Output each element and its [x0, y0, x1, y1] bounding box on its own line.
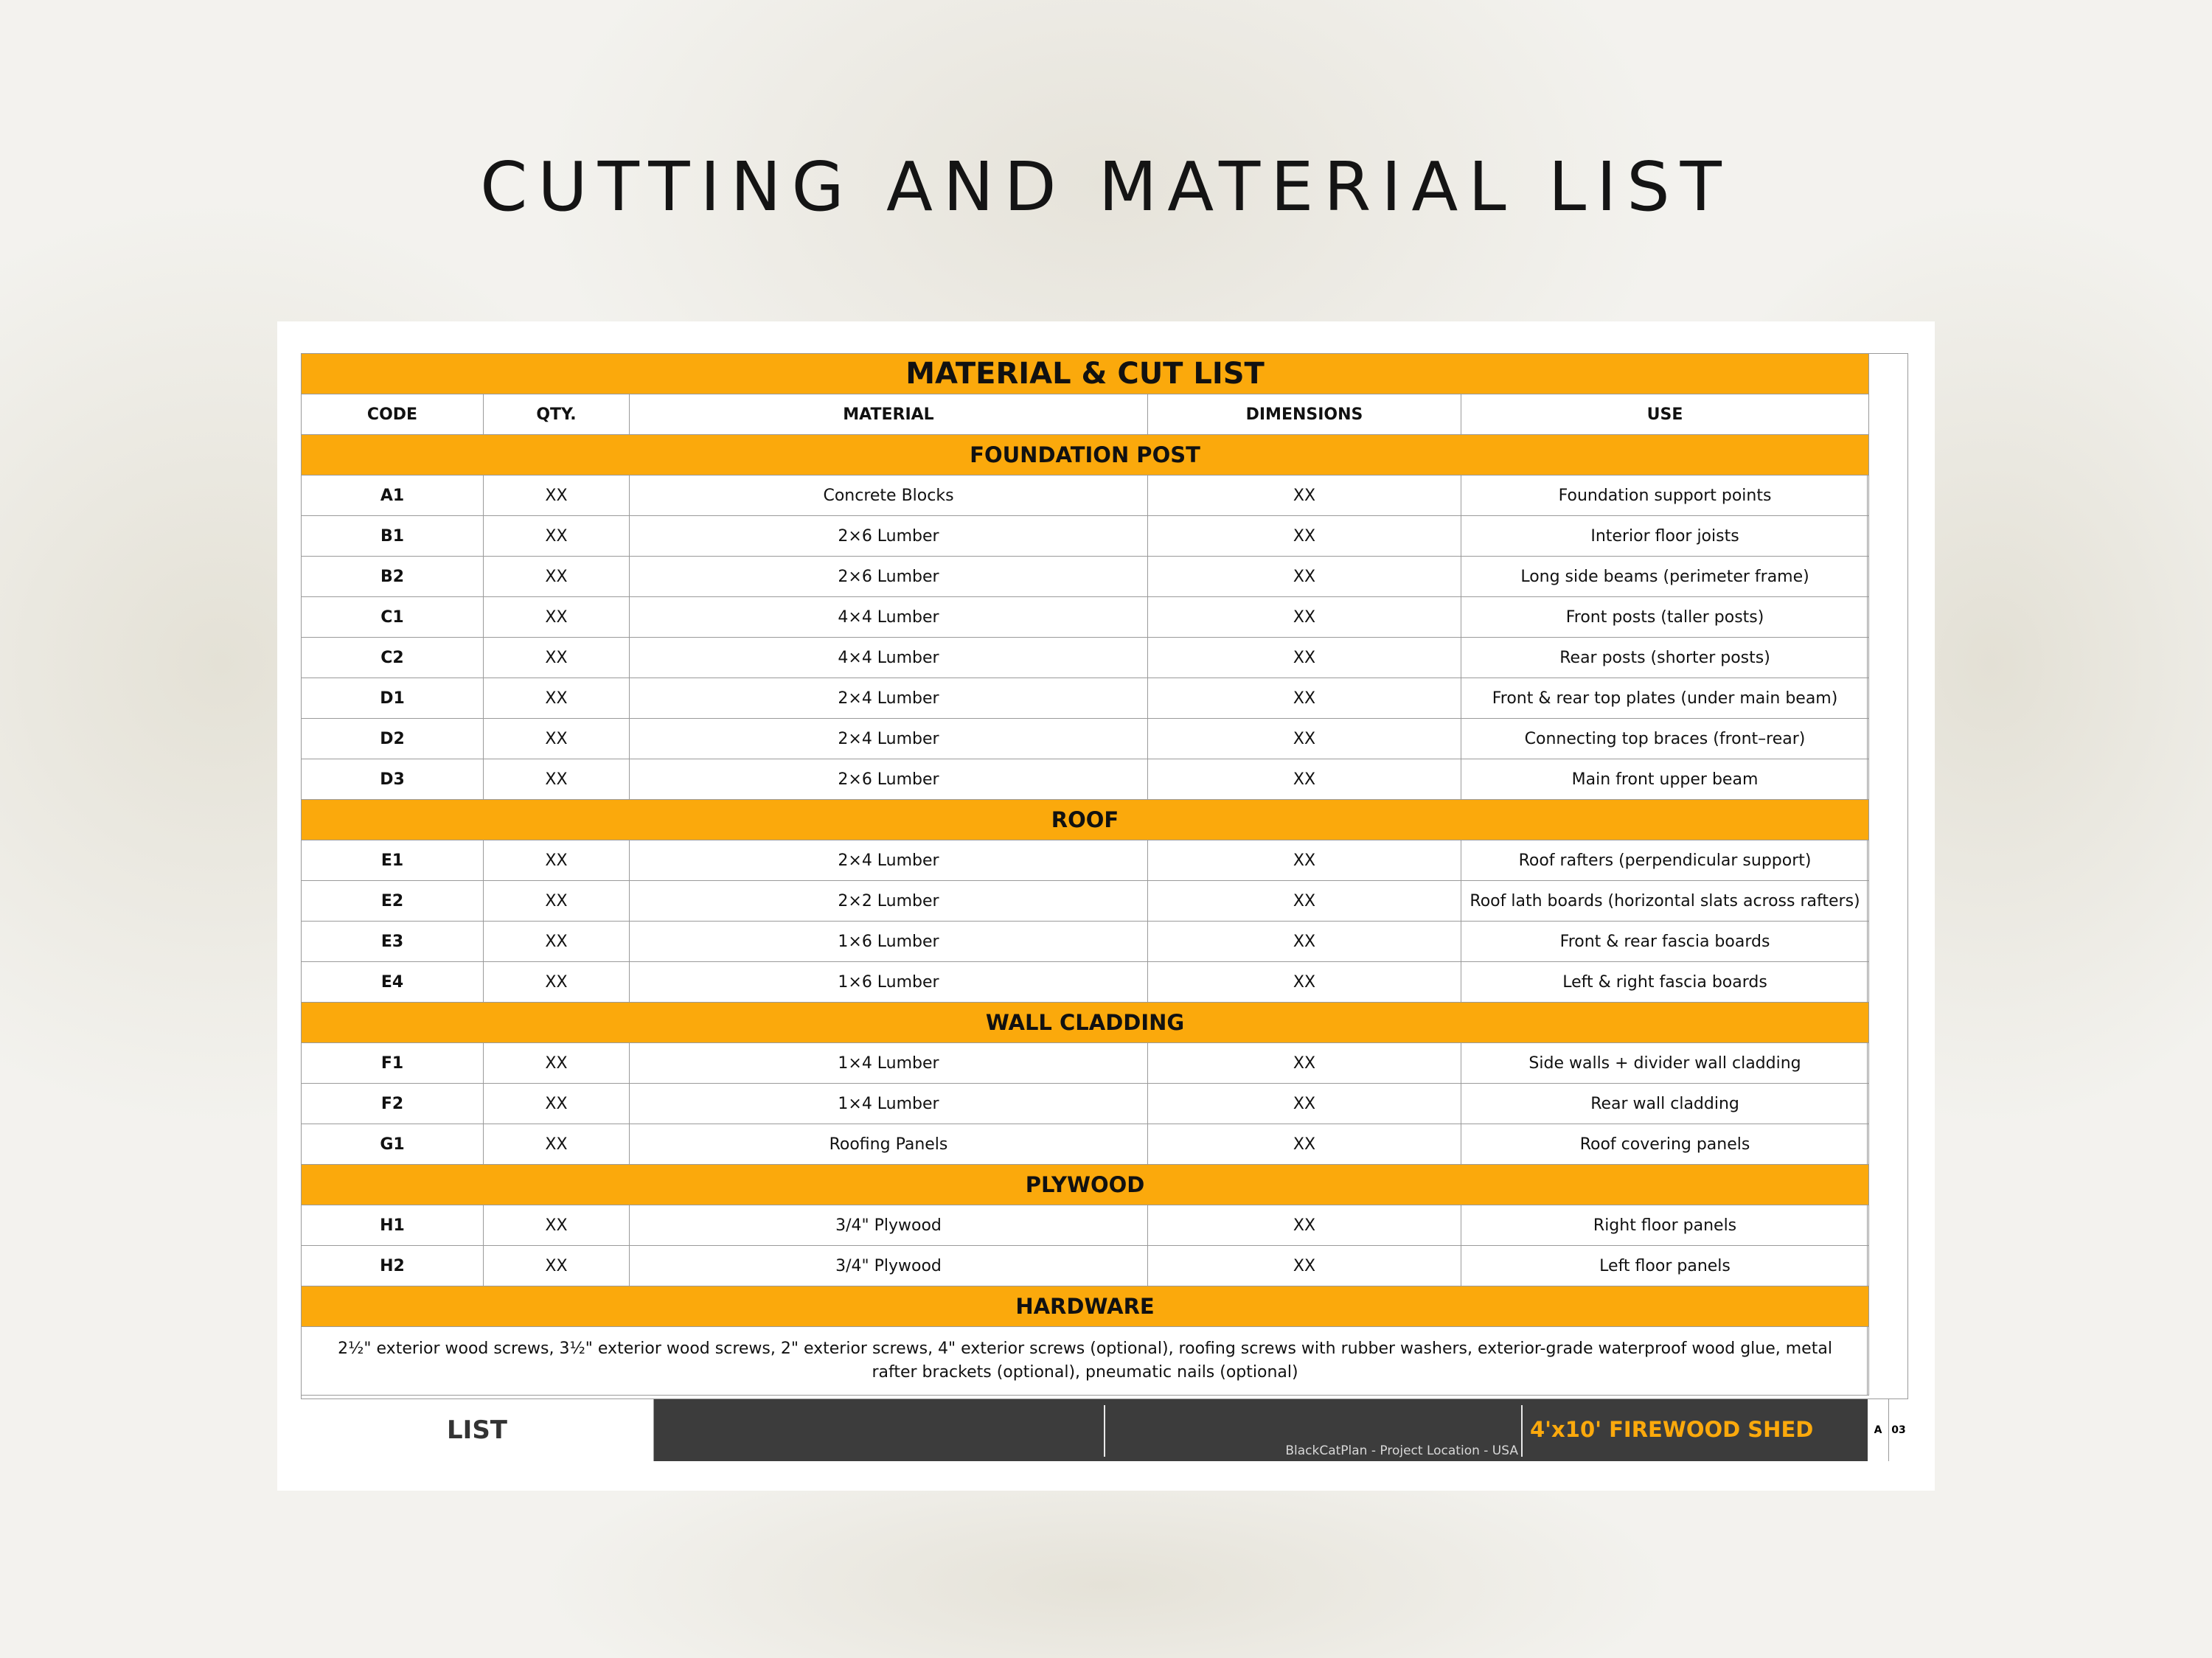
cell-dimensions: XX [1148, 881, 1461, 922]
cell-use: Front posts (taller posts) [1461, 597, 1869, 638]
cell-code: C1 [302, 597, 484, 638]
section-row [302, 1165, 1869, 1205]
table-title-row [302, 354, 1869, 394]
table-row [302, 1043, 1869, 1084]
table-row [302, 1124, 1869, 1165]
table-row [302, 476, 1869, 516]
table-row [302, 557, 1869, 597]
cell-code: E2 [302, 881, 484, 922]
cell-material: 3/4" Plywood [630, 1205, 1148, 1246]
table-row [302, 1246, 1869, 1286]
cell-material: 2×4 Lumber [630, 840, 1148, 881]
table-row [302, 719, 1869, 759]
cell-qty: XX [484, 638, 630, 678]
cell-use: Side walls + divider wall cladding [1461, 1043, 1869, 1084]
cell-qty: XX [484, 759, 630, 800]
cell-dimensions: XX [1148, 840, 1461, 881]
cell-qty: XX [484, 678, 630, 719]
header-qty: QTY. [484, 394, 630, 435]
cell-dimensions: XX [1148, 962, 1461, 1003]
table-row [302, 1084, 1869, 1124]
cell-qty: XX [484, 597, 630, 638]
section-title: HARDWARE [302, 1286, 1869, 1327]
section-title: PLYWOOD [302, 1165, 1869, 1205]
cell-material: 2×4 Lumber [630, 719, 1148, 759]
cell-code: F1 [302, 1043, 484, 1084]
cell-qty: XX [484, 476, 630, 516]
drawing-sheet [277, 321, 1935, 1491]
cell-qty: XX [484, 1084, 630, 1124]
section-title: FOUNDATION POST [302, 435, 1869, 476]
cell-qty: XX [484, 1246, 630, 1286]
cell-code: D1 [302, 678, 484, 719]
cell-dimensions: XX [1148, 638, 1461, 678]
cell-code: B2 [302, 557, 484, 597]
cell-use: Interior floor joists [1461, 516, 1869, 557]
company-name: BlackCatPlan - Project Location - USA [1285, 1443, 1518, 1458]
cell-dimensions: XX [1148, 1205, 1461, 1246]
table-row [302, 881, 1869, 922]
table-row [302, 638, 1869, 678]
cell-material: 2×6 Lumber [630, 516, 1148, 557]
cell-dimensions: XX [1148, 1246, 1461, 1286]
cell-material: 2×6 Lumber [630, 557, 1148, 597]
cell-use: Left & right fascia boards [1461, 962, 1869, 1003]
cell-dimensions: XX [1148, 557, 1461, 597]
title-block-info [654, 1399, 1868, 1461]
cell-code: F2 [302, 1084, 484, 1124]
project-name: 4'x10' FIREWOOD SHED [1530, 1417, 1814, 1442]
cell-material: 1×6 Lumber [630, 962, 1148, 1003]
section-title: WALL CLADDING [302, 1003, 1869, 1043]
title-block [301, 1398, 1908, 1461]
cell-qty: XX [484, 1124, 630, 1165]
table-row [302, 678, 1869, 719]
hardware-notes-row [302, 1327, 1869, 1396]
cell-dimensions: XX [1148, 516, 1461, 557]
table-header-row [302, 394, 1869, 435]
cell-dimensions: XX [1148, 1124, 1461, 1165]
cell-dimensions: XX [1148, 922, 1461, 962]
cell-material: 1×4 Lumber [630, 1043, 1148, 1084]
cell-material: 2×4 Lumber [630, 678, 1148, 719]
cell-qty: XX [484, 881, 630, 922]
section-row [302, 1286, 1869, 1327]
hardware-notes: 2½" exterior wood screws, 3½" exterior wood screws, 2" exterior screws, 4" exterior screws (optional), roofing screws with rubber washers, exterior-grade waterproof wood glue, metal rafter brackets (optional), pneumatic nails (optional) [302, 1327, 1869, 1396]
cell-qty: XX [484, 840, 630, 881]
table-row [302, 597, 1869, 638]
cell-material: 4×4 Lumber [630, 597, 1148, 638]
cell-use: Front & rear fascia boards [1461, 922, 1869, 962]
cell-material: Roofing Panels [630, 1124, 1148, 1165]
cell-use: Long side beams (perimeter frame) [1461, 557, 1869, 597]
cell-dimensions: XX [1148, 759, 1461, 800]
header-material: MATERIAL [630, 394, 1148, 435]
sheet-number: 03 [1889, 1399, 1908, 1461]
cell-use: Roof covering panels [1461, 1124, 1869, 1165]
cell-material: 1×4 Lumber [630, 1084, 1148, 1124]
cell-qty: XX [484, 516, 630, 557]
cell-material: 1×6 Lumber [630, 922, 1148, 962]
cell-code: G1 [302, 1124, 484, 1165]
cell-use: Left floor panels [1461, 1246, 1869, 1286]
cell-qty: XX [484, 1043, 630, 1084]
cell-use: Foundation support points [1461, 476, 1869, 516]
title-block-divider [1104, 1405, 1105, 1457]
cell-material: 2×6 Lumber [630, 759, 1148, 800]
cell-code: H1 [302, 1205, 484, 1246]
cell-qty: XX [484, 719, 630, 759]
cell-code: A1 [302, 476, 484, 516]
section-row [302, 800, 1869, 840]
cell-dimensions: XX [1148, 1084, 1461, 1124]
material-table [301, 353, 1869, 1396]
cell-use: Right floor panels [1461, 1205, 1869, 1246]
header-code: CODE [302, 394, 484, 435]
header-dimensions: DIMENSIONS [1148, 394, 1461, 435]
cell-code: E1 [302, 840, 484, 881]
table-row [302, 759, 1869, 800]
table-title: MATERIAL & CUT LIST [302, 354, 1869, 394]
cell-code: C2 [302, 638, 484, 678]
cell-material: 3/4" Plywood [630, 1246, 1148, 1286]
cell-code: D2 [302, 719, 484, 759]
cell-use: Rear posts (shorter posts) [1461, 638, 1869, 678]
cell-code: E4 [302, 962, 484, 1003]
cell-dimensions: XX [1148, 678, 1461, 719]
cell-use: Front & rear top plates (under main beam) [1461, 678, 1869, 719]
cell-material: Concrete Blocks [630, 476, 1148, 516]
section-row [302, 435, 1869, 476]
cell-code: E3 [302, 922, 484, 962]
cell-use: Rear wall cladding [1461, 1084, 1869, 1124]
page-title: CUTTING AND MATERIAL LIST [480, 147, 1732, 226]
cell-use: Roof rafters (perpendicular support) [1461, 840, 1869, 881]
cell-qty: XX [484, 557, 630, 597]
title-block-label: LIST [301, 1399, 654, 1461]
table-row [302, 922, 1869, 962]
title-block-divider [1521, 1405, 1523, 1457]
section-title: ROOF [302, 800, 1869, 840]
cell-material: 2×2 Lumber [630, 881, 1148, 922]
table-row [302, 962, 1869, 1003]
cell-dimensions: XX [1148, 1043, 1461, 1084]
cell-material: 4×4 Lumber [630, 638, 1148, 678]
cell-qty: XX [484, 922, 630, 962]
section-row [302, 1003, 1869, 1043]
cell-code: H2 [302, 1246, 484, 1286]
cell-qty: XX [484, 962, 630, 1003]
cell-use: Main front upper beam [1461, 759, 1869, 800]
cell-use: Connecting top braces (front–rear) [1461, 719, 1869, 759]
cell-dimensions: XX [1148, 719, 1461, 759]
cell-code: B1 [302, 516, 484, 557]
cell-dimensions: XX [1148, 597, 1461, 638]
table-row [302, 516, 1869, 557]
sheet-letter: A [1868, 1399, 1889, 1461]
cell-use: Roof lath boards (horizontal slats across rafters) [1461, 881, 1869, 922]
cell-qty: XX [484, 1205, 630, 1246]
cell-code: D3 [302, 759, 484, 800]
header-use: USE [1461, 394, 1869, 435]
table-row [302, 1205, 1869, 1246]
cell-dimensions: XX [1148, 476, 1461, 516]
table-row [302, 840, 1869, 881]
